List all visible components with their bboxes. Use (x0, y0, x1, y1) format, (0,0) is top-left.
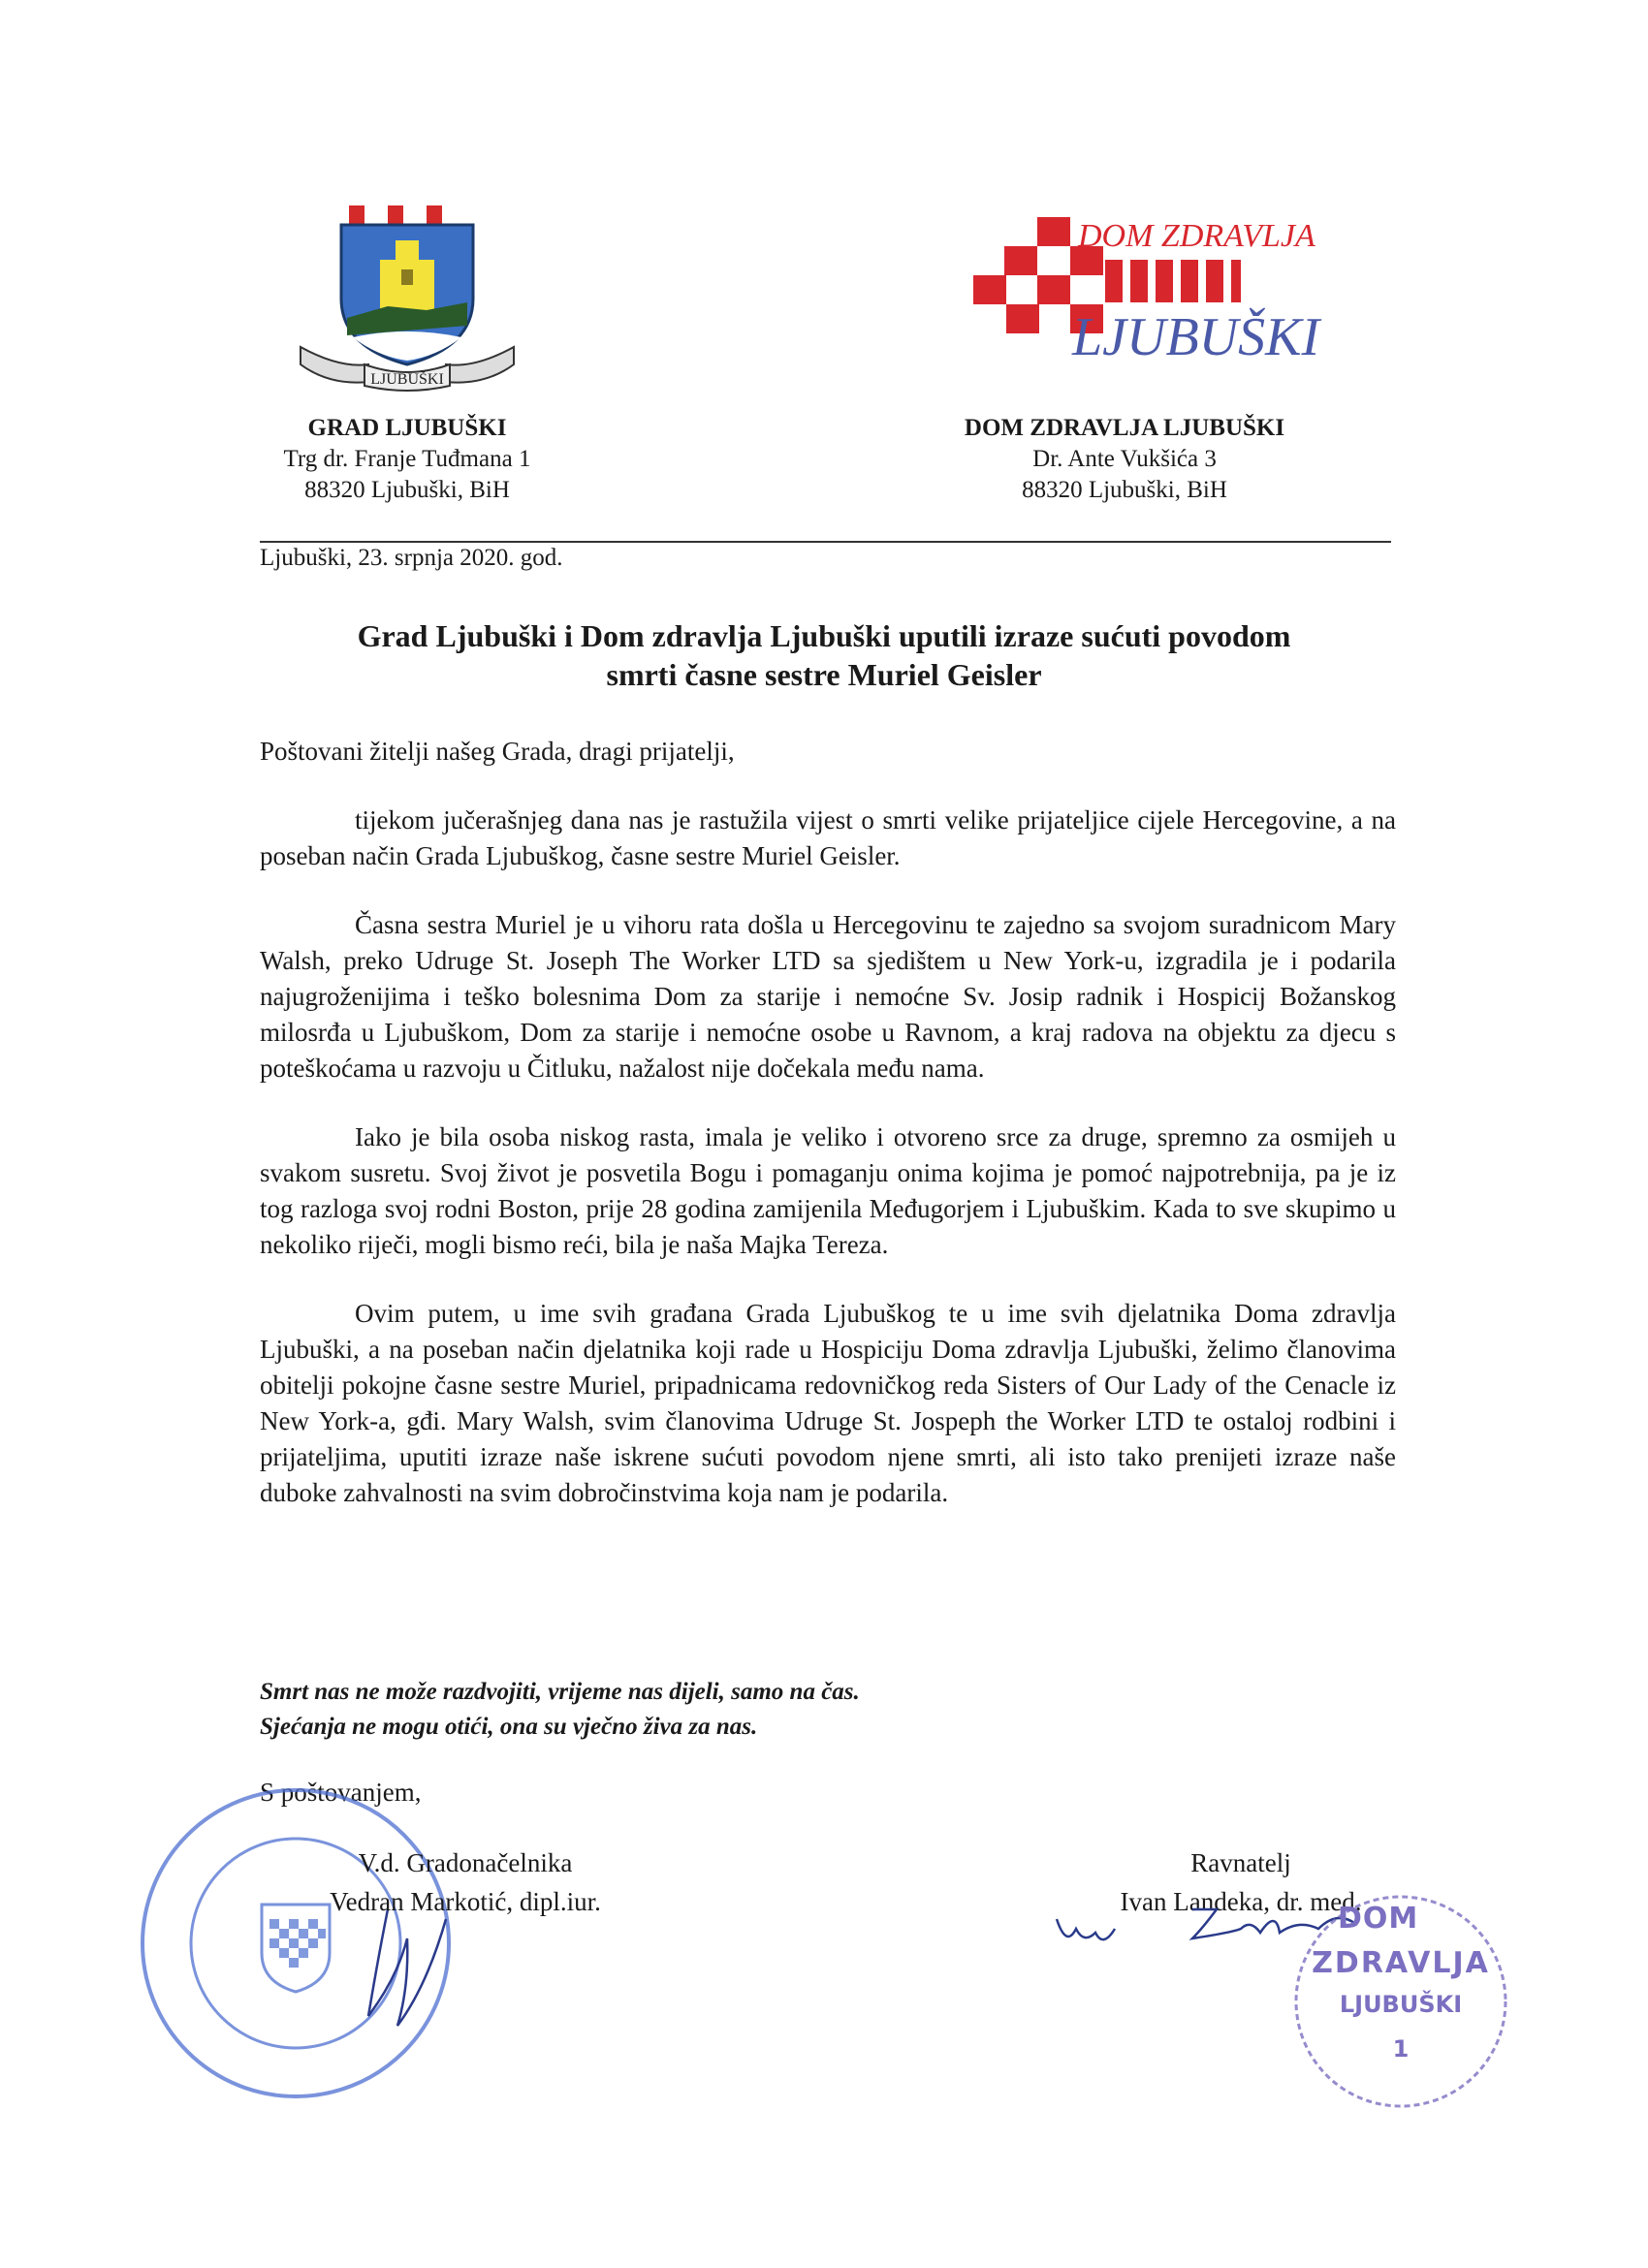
dom-zdravlja-logo (969, 211, 1320, 367)
mayor-signature-block (213, 1843, 717, 1921)
city-address-line2: 88320 Ljubuški, BiH (304, 477, 510, 503)
health-center-address-block (872, 413, 1377, 506)
health-center-stamp (1289, 1890, 1512, 2113)
health-center-address-line1: Dr. Ante Vukšića 3 (1032, 446, 1217, 472)
logo-top-text: DOM ZDRAVLJA (1078, 218, 1315, 254)
city-address-line1: Trg dr. Franje Tuđmana 1 (283, 446, 531, 472)
stamp-line-3: LJUBUŠKI (1339, 1991, 1463, 2018)
crest-banner-text: LJUBUŠKI (370, 371, 444, 388)
title-line-1: Grad Ljubuški i Dom zdravlja Ljubuški uputili izraze sućuti povodom (357, 618, 1291, 653)
memorial-quote (260, 1675, 860, 1745)
health-center-address-line2: 88320 Ljubuški, BiH (1022, 477, 1227, 503)
crest-shield (341, 205, 473, 364)
letter-title (223, 616, 1425, 694)
mayor-name: Vedran Markotić, dipl.iur. (330, 1887, 601, 1916)
closing-line: S poštovanjem, (260, 1778, 422, 1807)
mayor-role: V.d. Gradonačelnika (358, 1848, 573, 1877)
stamp-line-1: DOM (1338, 1902, 1419, 1936)
city-crest-logo (291, 202, 523, 395)
city-name: GRAD LJUBUŠKI (307, 415, 507, 441)
director-role: Ravnatelj (1190, 1848, 1291, 1877)
stamp-line-2: ZDRAVLJA (1312, 1946, 1490, 1980)
body-paragraph-4: Ovim putem, u ime svih građana Grada Ljubuškog te u ime svih djelatnika Doma zdravlja Ljubuški, a na poseban način djelatnika koji rade u Hospiciju Doma zdravlja Ljubuški, želimo članovima obitelji pokojne časne sestre Muriel, pripadnicama redovničkog reda Sisters of Our Lady of the Cenacle iz New York-a, gđi. Mary Walsh, svim članovima Udruge St. Jospeph the Worker LTD te ostaloj rodbini i prijateljima, uputiti izraze naše iskrene sućuti povodom njene smrti, ali isto tako prenijeti izraze naše duboke zahvalnosti na svim dobročinstvima koja nam je podarila. (260, 1299, 1396, 1507)
logo-bottom-text: LJUBUŠKI (1072, 307, 1320, 367)
body-paragraph-3: Iako je bila osoba niskog rasta, imala je veliko i otvoreno srce za druge, spremno za osmijeh u svakom susretu. Svoj život je posvetila Bogu i pomaganju onima kojima je pomoć najpotrebnija, pa je iz tog razloga svoj rodni Boston, prije 28 godina zamijenila Međugorjem i Ljubuškim. Kada to sve skupimo u nekoliko riječi, mogli bismo reći, bila je naša Majka Tereza. (260, 1122, 1396, 1259)
health-center-name: DOM ZDRAVLJA LJUBUŠKI (964, 415, 1285, 441)
quote-line-2: Sjećanja ne mogu otići, ona su vječno živa za nas. (260, 1714, 758, 1740)
date-line: Ljubuški, 23. srpnja 2020. god. (260, 545, 563, 571)
quote-line-1: Smrt nas ne može razdvojiti, vrijeme nas dijeli, samo na čas. (260, 1679, 860, 1705)
city-address-block (213, 413, 601, 506)
letter-body (260, 803, 1396, 1544)
body-paragraph-1: tijekom jučerašnjeg dana nas je rastužila vijest o smrti velike prijateljice cijele Hercegovine, a na poseban način Grada Ljubuškog, časne sestre Muriel Geisler. (260, 805, 1396, 870)
body-paragraph-2: Časna sestra Muriel je u vihoru rata došla u Hercegovinu te zajedno sa svojom suradnicom Mary Walsh, preko Udruge St. Joseph The Worker LTD sa sjedištem u New York-u, izgradila je i podarila najugroženijima i teško bolesnima Dom za starije i nemoćne Sv. Josip radnik i Hospicij Božanskog milosrđa u Ljubuškom, Dom za starije i nemoćne osobe u Ravnom, a kraj radova na objektu za djecu s poteškoćama u razvoju u Čitluku, nažalost nije dočekala među nama. (260, 910, 1396, 1083)
salutation: Poštovani žitelji našeg Grada, dragi prijatelji, (260, 737, 735, 766)
title-line-2: smrti časne sestre Muriel Geisler (606, 657, 1042, 692)
stamp-line-4: 1 (1392, 2035, 1410, 2063)
header-divider (260, 541, 1391, 543)
director-name: Ivan Landeka, dr. med. (1120, 1887, 1362, 1916)
